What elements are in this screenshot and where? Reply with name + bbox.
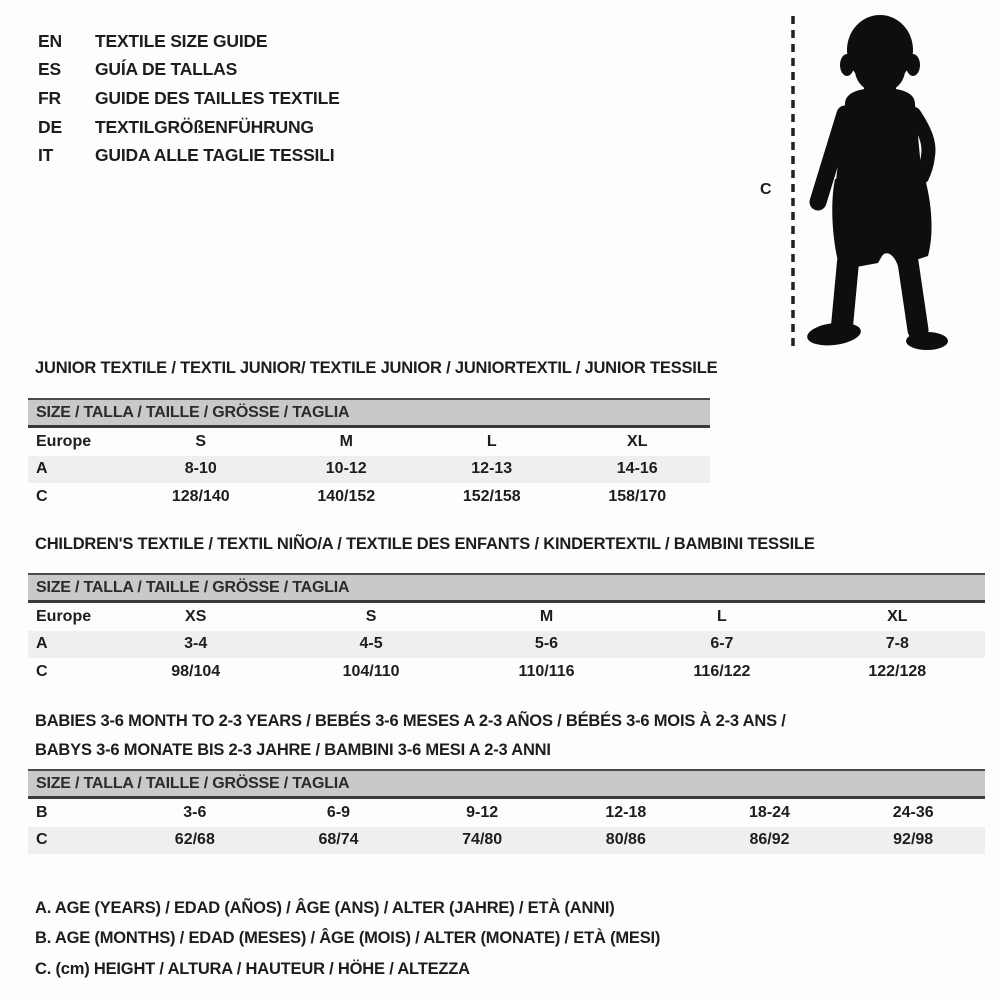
size-cell: L xyxy=(486,432,497,450)
footnote-a: A. AGE (YEARS) / EDAD (AÑOS) / ÂGE (ANS) / ALTER (JAHRE) / ETÀ (ANNI) xyxy=(35,899,615,917)
language-row-en xyxy=(38,27,340,56)
size-header-bar: SIZE / TALLA / TAILLE / GRÖSSE / TAGLIA xyxy=(28,573,985,603)
junior-table-title: JUNIOR TEXTILE / TEXTIL JUNIOR/ TEXTILE JUNIOR / JUNIORTEXTIL / JUNIOR TESSILE xyxy=(35,359,718,377)
height-cell: 92/98 xyxy=(893,831,934,849)
junior-size-table xyxy=(28,398,710,511)
language-code: EN xyxy=(38,30,62,51)
babies-title-line-2: BABYS 3-6 MONATE BIS 2-3 JAHRE / BAMBINI 3-6 MESI A 2-3 ANNI xyxy=(35,741,551,759)
table-row xyxy=(28,631,985,659)
language-title: GUIDA ALLE TAGLIE TESSILI xyxy=(95,145,335,166)
language-row-es xyxy=(38,56,340,85)
language-title: TEXTILGRÖßENFÜHRUNG xyxy=(95,116,314,137)
size-cell: S xyxy=(365,607,377,625)
age-cell: 5-6 xyxy=(534,635,559,653)
table-row xyxy=(28,603,985,631)
height-cell: 128/140 xyxy=(171,487,230,505)
toddler-silhouette-figure xyxy=(786,4,970,352)
height-cell: 98/104 xyxy=(171,662,221,680)
table-row xyxy=(28,827,985,855)
age-cell: 18-24 xyxy=(749,803,790,821)
language-row-de xyxy=(38,113,340,142)
row-label: Europe xyxy=(36,432,92,450)
age-cell: 7-8 xyxy=(885,635,909,653)
age-cell: 10-12 xyxy=(325,460,367,478)
table-row xyxy=(28,658,985,686)
language-row-it xyxy=(38,141,340,170)
size-cell: S xyxy=(195,432,207,450)
babies-title-line-1: BABIES 3-6 MONTH TO 2-3 YEARS / BEBÉS 3-6 MESES A 2-3 AÑOS / BÉBÉS 3-6 MOIS À 2-3 ANS / xyxy=(35,712,786,730)
height-cell: 62/68 xyxy=(174,831,215,849)
age-cell: 4-5 xyxy=(359,635,383,653)
height-cell: 158/170 xyxy=(608,487,667,505)
children-table-title: CHILDREN'S TEXTILE / TEXTIL NIÑO/A / TEXTILE DES ENFANTS / KINDERTEXTIL / BAMBINI TESSILE xyxy=(35,535,815,553)
language-code: IT xyxy=(38,145,54,166)
size-header-bar: SIZE / TALLA / TAILLE / GRÖSSE / TAGLIA xyxy=(28,398,710,428)
row-label: C xyxy=(36,487,48,505)
age-cell: 6-7 xyxy=(710,635,734,653)
language-list xyxy=(38,27,340,170)
table-row xyxy=(28,428,710,456)
babies-table-title xyxy=(35,707,786,765)
age-cell: 6-9 xyxy=(326,803,351,821)
size-cell: XL xyxy=(627,432,648,450)
table-row xyxy=(28,456,710,484)
language-code: FR xyxy=(38,87,61,108)
height-cell: 152/158 xyxy=(462,487,521,505)
row-label: Europe xyxy=(36,607,92,625)
size-cell: M xyxy=(539,607,554,625)
height-cell: 68/74 xyxy=(318,831,359,849)
children-size-table xyxy=(28,573,985,686)
language-code: DE xyxy=(38,116,62,137)
size-header-bar: SIZE / TALLA / TAILLE / GRÖSSE / TAGLIA xyxy=(28,769,985,799)
height-cell: 86/92 xyxy=(749,831,790,849)
height-marker-label: C xyxy=(760,181,772,198)
height-cell: 74/80 xyxy=(462,831,503,849)
language-code: ES xyxy=(38,59,61,80)
language-title: TEXTILE SIZE GUIDE xyxy=(95,30,268,51)
footnote-c: C. (cm) HEIGHT / ALTURA / HAUTEUR / HÖHE / ALTEZZA xyxy=(35,959,470,978)
footnotes xyxy=(35,893,660,984)
age-cell: 12-13 xyxy=(471,460,513,478)
height-cell: 140/152 xyxy=(317,487,376,505)
age-cell: 24-36 xyxy=(892,803,934,821)
size-cell: L xyxy=(717,607,727,625)
height-cell: 104/110 xyxy=(342,662,400,680)
age-cell: 9-12 xyxy=(466,803,499,821)
age-cell: 3-6 xyxy=(183,803,207,821)
table-row xyxy=(28,799,985,827)
age-cell: 14-16 xyxy=(616,460,658,478)
size-cell: XS xyxy=(185,607,207,625)
footnote-b: B. AGE (MONTHS) / EDAD (MESES) / ÂGE (MOIS) / ALTER (MONATE) / ETÀ (MESI) xyxy=(35,929,661,948)
height-cell: 110/116 xyxy=(518,662,575,680)
size-cell: XL xyxy=(887,607,908,625)
age-cell: 3-4 xyxy=(184,635,208,653)
babies-size-table xyxy=(28,769,985,854)
row-label: C xyxy=(36,831,48,849)
age-cell: 12-18 xyxy=(605,803,647,821)
height-cell: 116/122 xyxy=(693,662,751,680)
toddler-silhouette xyxy=(806,15,948,350)
language-title: GUÍA DE TALLAS xyxy=(95,59,238,80)
row-label: B xyxy=(36,803,48,821)
height-cell: 122/128 xyxy=(868,662,927,680)
row-label: C xyxy=(36,662,48,680)
size-cell: M xyxy=(339,432,353,450)
language-row-fr xyxy=(38,84,340,113)
language-title: GUIDE DES TAILLES TEXTILE xyxy=(95,87,340,108)
age-cell: 8-10 xyxy=(184,460,217,478)
row-label: A xyxy=(36,460,48,478)
row-label: A xyxy=(36,635,48,653)
table-row xyxy=(28,483,710,511)
height-cell: 80/86 xyxy=(605,831,646,849)
